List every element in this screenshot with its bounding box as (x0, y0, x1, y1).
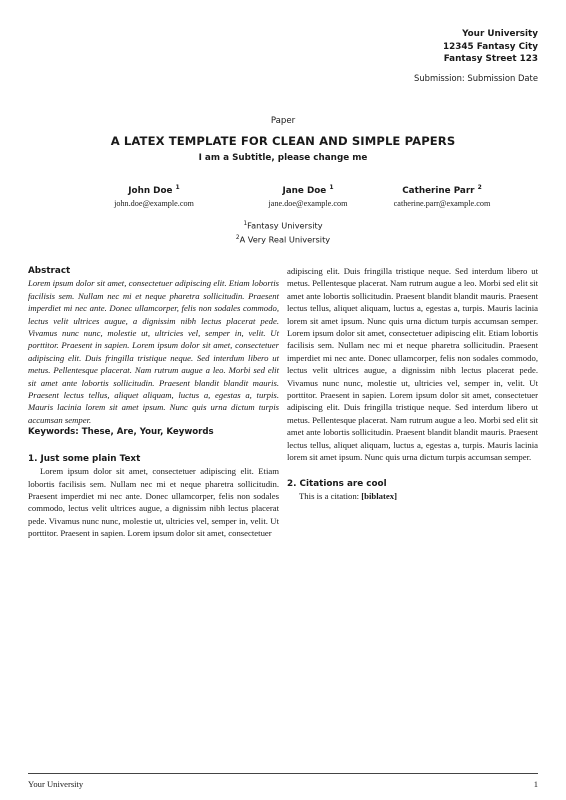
university-name: Your University (462, 29, 538, 39)
affiliation-1: $^1$Fantasy University (243, 220, 323, 231)
section-1-text-left: Lorem ipsum dolor sit amet, consectetuer adipiscing elit. Etiam lobortis facilisis sem. Nullam nec mi et neque pharetra sollicitudin. Praesent imperdiet mi nec ante. Donec ullamcorper, felis non sodales commodo, lectus velit ultrices augue, a dignissim nibh lectus placerat pede. Vivamus nunc nunc, molestie ut, ultricies vel, semper in, velit. Ut porttitor. Praesent in sapien. Lorem ipsum dolor sit amet, consectetuer (28, 466, 279, 539)
footer-rule (28, 773, 538, 774)
right-column (287, 265, 538, 502)
paper-kind: Paper (270, 116, 296, 126)
affiliation-2: $^2$A Very Real University (235, 235, 331, 246)
author-name: Catherine Parr $^2$ (402, 184, 482, 196)
section-2-text: This is a citation: [biblatex] (299, 490, 397, 501)
author-name: John Doe $^1$ (128, 184, 180, 196)
footer-university: Your University (28, 779, 84, 789)
author-1 (79, 184, 229, 208)
affiliations (0, 218, 566, 247)
author-email: jane.doe@example.com (268, 198, 348, 208)
section-1-text-right: adipiscing elit. Duis fringilla tristique neque. Sed interdum libero ut metus. Pellentesque placerat. Nam rutrum augue a leo. Morbi sed elit sit amet ante lobortis sollicitudin. Praesent blandit blandit mauris. Praesent lectus tellus, aliquet aliquam, luctus a, egestas a, turpis. Mauris lacinia lorem sit amet ipsum. Nunc quis urna dictum turpis accumsan semper. Lorem ipsum dolor sit amet, consectetuer adipiscing elit. Etiam lobortis facilisis sem. Nullam nec mi et neque pharetra sollicitudin. Praesent imperdiet mi nec ante. Donec ullamcorper, felis non sodales commodo, lectus velit ultrices augue, a dignissim nibh lectus placerat pede. Vivamus nunc nunc, molestie ut, ultricies vel, semper in, velit. Ut porttitor. Praesent in sapien. Lorem ipsum dolor sit amet, consectetuer adipiscing elit. Duis fringilla tristique neque. Sed interdum libero ut metus. Pellentesque placerat. Nam rutrum augue a leo. Morbi sed elit sit amet ante lobortis sollicitudin. Praesent blandit blandit mauris. Praesent lectus tellus, aliquet aliquam, luctus a, egestas a, turpis. Mauris lacinia lorem sit amet ipsum. Nunc quis urna dictum turpis accumsan semper. (287, 266, 538, 463)
page-number: 1 (533, 779, 538, 789)
author-3 (357, 184, 527, 208)
university-street: Fantasy Street 123 (443, 54, 538, 65)
section-2-heading: 2. Citations are cool (287, 478, 387, 489)
paper-subtitle: I am a Subtitle, please change me (198, 153, 368, 163)
citation: [biblatex] (361, 490, 397, 501)
paper-title: A LATEX TEMPLATE FOR CLEAN AND SIMPLE PAPERS (110, 134, 456, 148)
submission-date: Submission: Submission Date (414, 73, 538, 83)
university-city: 12345 Fantasy City (443, 41, 538, 52)
author-name: Jane Doe $^1$ (282, 184, 334, 196)
abstract-text: Lorem ipsum dolor sit amet, consectetuer adipiscing elit. Etiam lobortis facilisis sem. Nullam nec mi et neque pharetra sollicitudin. Praesent imperdiet mi nec ante. Donec ullamcorper, felis non sodales commodo, lectus velit ultrices augue, a dignissim nibh lectus placerat pede. Vivamus nunc nunc, molestie ut, ultricies vel, semper in, velit. Ut porttitor. Praesent in sapien. Lorem ipsum dolor sit amet, consectetuer adipiscing elit. Duis fringilla tristique neque. Sed interdum libero ut metus. Pellentesque placerat. Nam rutrum augue a leo. Morbi sed elit sit amet ante lobortis sollicitudin. Praesent blandit blandit mauris. Praesent lectus tellus, aliquet aliquam, luctus a, egestas a, turpis. Mauris lacinia lorem sit amet ipsum. Nunc quis urna dictum turpis accumsan semper. (28, 278, 279, 425)
keywords: Keywords: These, Are, Your, Keywords (28, 427, 214, 438)
university-address (443, 28, 538, 66)
author-email: catherine.parr@example.com (393, 198, 491, 208)
section-1-heading: 1. Just some plain Text (28, 453, 141, 464)
author-email: john.doe@example.com (114, 198, 194, 208)
left-column (28, 265, 279, 540)
abstract-heading: Abstract (28, 266, 71, 276)
